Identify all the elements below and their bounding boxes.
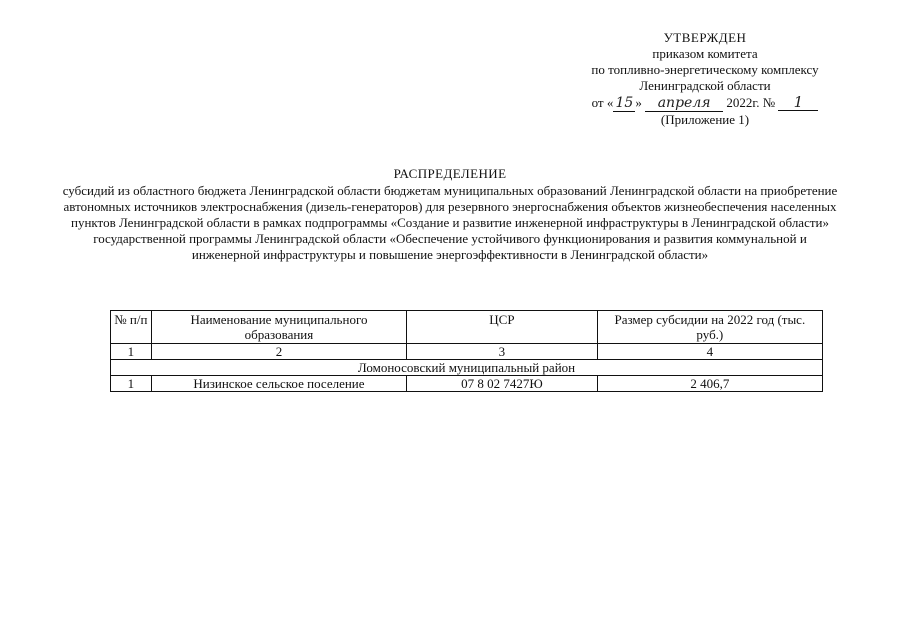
header-number: № п/п [111, 311, 152, 344]
group-label: Ломоносовский муниципальный район [111, 360, 823, 376]
handwritten-month: апреля [645, 95, 723, 112]
column-number-3: 3 [407, 344, 598, 360]
group-row [111, 360, 823, 376]
date-prefix: от « [591, 95, 614, 110]
table-header-row [111, 311, 823, 344]
handwritten-order-number: 1 [778, 94, 818, 111]
approval-date-line [540, 94, 870, 112]
row-amount: 2 406,7 [597, 376, 822, 392]
year-text: 2022г. № [726, 95, 776, 110]
handwritten-day: 15 [613, 95, 635, 112]
distribution-table [110, 310, 823, 392]
header-municipality: Наименование муниципального образования [151, 311, 406, 344]
column-number-row [111, 344, 823, 360]
row-csr: 07 8 02 7427Ю [407, 376, 598, 392]
column-number-4: 4 [597, 344, 822, 360]
header-csr: ЦСР [407, 311, 598, 344]
approval-title: УТВЕРЖДЕН [663, 30, 747, 45]
row-municipality: Низинское сельское поселение [151, 376, 406, 392]
approval-line-1: приказом комитета [652, 46, 758, 61]
document-subtitle: субсидий из областного бюджета Ленинградской области бюджетам муниципальных образований Ленинградской области на приобретение автономных источников электроснабжения (дизель-генераторов) для резервного энергоснабжения объектов жизнеобеспечения населенных пунктов Ленинградской области в рамках подпрограммы «Создание и развитие инженерной инфраструктуры в Ленинградской области» государственной программы Ленинградской области «Обеспечение устойчивого функционирования и развития коммунальной и инженерной инфраструктуры и повышение энергоэффективности в Ленинградской области» [62, 183, 838, 262]
column-number-1: 1 [111, 344, 152, 360]
appendix-label: (Приложение 1) [660, 112, 750, 127]
table-row [111, 376, 823, 392]
header-subsidy: Размер субсидии на 2022 год (тыс. руб.) [597, 311, 822, 344]
approval-line-3: Ленинградской области [639, 78, 771, 93]
date-mid: » [635, 95, 642, 110]
document-title: РАСПРЕДЕЛЕНИЕ [393, 166, 507, 181]
document-heading [60, 166, 840, 263]
row-number: 1 [111, 376, 152, 392]
approval-line-2: по топливно-энергетическому комплексу [591, 62, 819, 77]
column-number-2: 2 [151, 344, 406, 360]
approval-stamp [540, 30, 870, 128]
